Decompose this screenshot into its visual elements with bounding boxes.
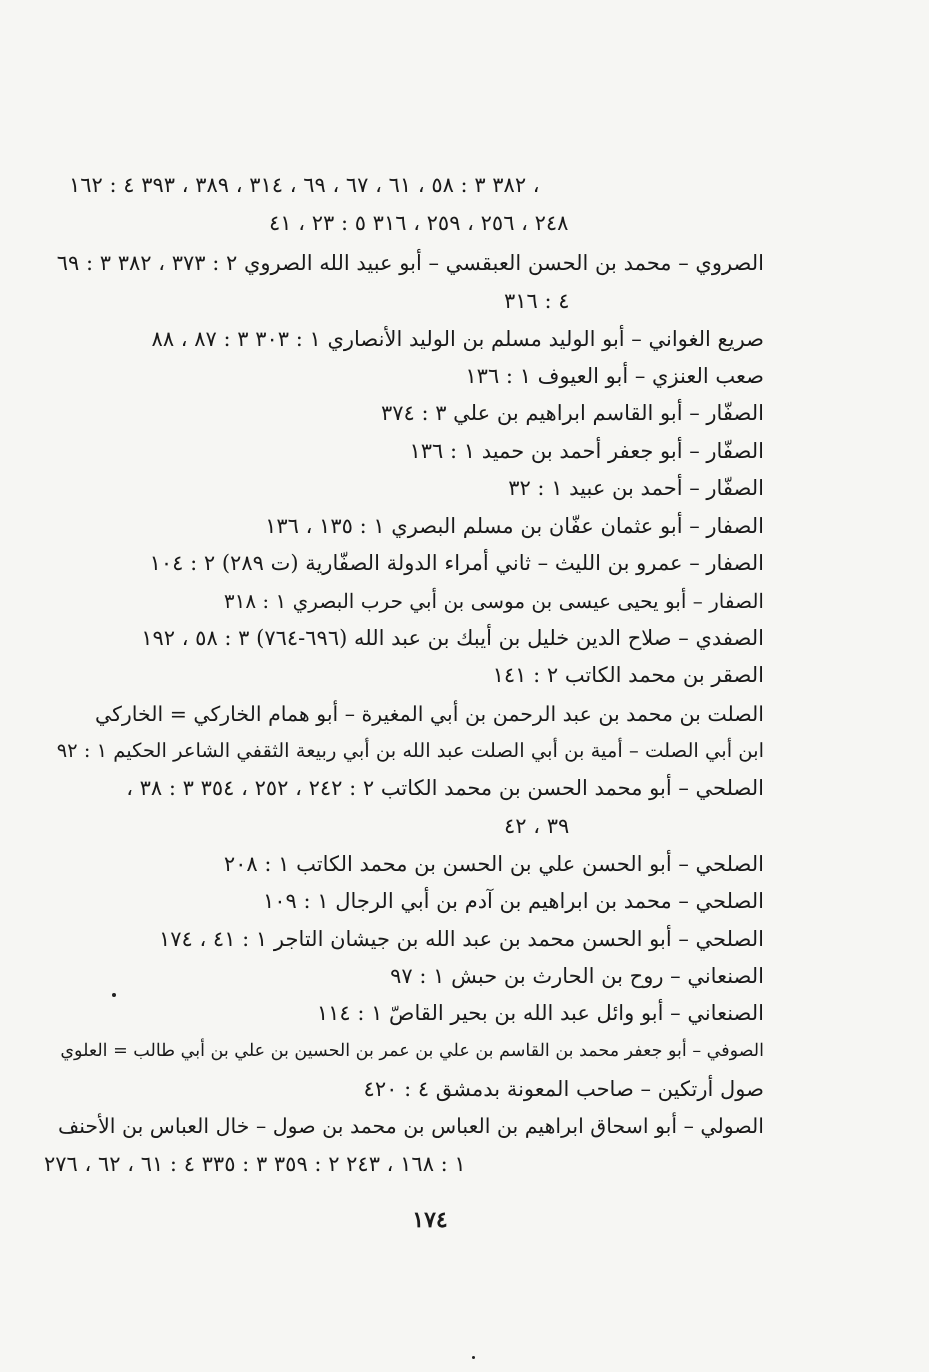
page-number: ١٧٤ <box>412 1207 448 1233</box>
index-line-24: الصوفي – أبو جعفر محمد بن القاسم بن علي بن عمر بن الحسين بن علي بن أبي طالب = العلوي <box>60 1041 764 1061</box>
index-line-17: الصلحي – أبو محمد الحسن بن محمد الكاتب ٢ : ٢٤٢ ، ٢٥٢ ، ٣٥٤ ٣ : ٣٨ ، <box>126 776 764 800</box>
index-line-12: الصفار – أبو يحيى عيسى بن موسى بن أبي حرب البصري ١ : ٣١٨ <box>223 589 764 613</box>
index-line-26: الصولي – أبو اسحاق ابراهيم بن العباس بن محمد بن صول – خال العباس بن الأحنف <box>58 1114 764 1138</box>
index-line-22: الصنعاني – روح بن الحارث بن حبش ١ : ٩٧ <box>390 964 764 988</box>
index-line-15: الصلت بن محمد بن عبد الرحمن بن أبي المغيرة – أبو همام الخاركي = الخاركي <box>95 702 764 726</box>
index-line-25: صول أرتكين – صاحب المعونة بدمشق ٤ : ٤٢٠ <box>363 1077 764 1101</box>
index-line-1: ٣٨٢ ٣ : ٥٨ ، ٦١ ، ٦٧ ، ٦٩ ، ٣١٤ ، ٣٨٩ ، ٣٩٣ ٤ : ١٦٢ ، <box>69 173 540 197</box>
index-line-23: الصنعاني – أبو وائل عبد الله بن بحير القاصّ ١ : ١١٤ <box>316 1001 764 1025</box>
index-line-6: صعب العنزي – أبو العيوف ١ : ١٣٦ <box>465 364 764 388</box>
index-line-5: صريع الغواني – أبو الوليد مسلم بن الوليد الأنصاري ١ : ٣٠٣ ٣ : ٨٧ ، ٨٨ <box>151 327 764 351</box>
index-line-13: الصفدي – صلاح الدين خليل بن أيبك بن عبد الله (٦٩٦-٧٦٤) ٣ : ٥٨ ، ١٩٢ <box>141 626 764 650</box>
index-line-21: الصلحي – أبو الحسن محمد بن عبد الله بن جيشان التاجر ١ : ٤١ ، ١٧٤ <box>158 927 764 951</box>
index-line-11: الصفار – عمرو بن الليث – ثاني أمراء الدولة الصفّارية (ت ٢٨٩) ٢ : ١٠٤ <box>149 551 764 575</box>
index-line-10: الصفار – أبو عثمان عفّان بن مسلم البصري ١ : ١٣٥ ، ١٣٦ <box>265 514 764 538</box>
index-line-8: الصفّار – أبو جعفر أحمد بن حميد ١ : ١٣٦ <box>409 439 764 463</box>
index-line-7: الصفّار – أبو القاسم ابراهيم بن علي ٣ : ٣٧٤ <box>380 401 764 425</box>
index-line-27: ١ : ١٦٨ ، ٢٤٣ ٢ : ٣٥٩ ٣ : ٣٣٥ ٤ : ٦١ ، ٦٢ ، ٢٧٦ <box>44 1152 466 1176</box>
index-line-14: الصقر بن محمد الكاتب ٢ : ١٤١ <box>492 663 764 687</box>
index-line-4: ٤ : ٣١٦ <box>504 289 570 313</box>
index-line-20: الصلحي – محمد بن ابراهيم بن آدم بن أبي الرجال ١ : ١٠٩ <box>262 889 764 913</box>
index-line-16: ابن أبي الصلت – أمية بن أبي الصلت عبد الله بن أبي ربيعة الثقفي الشاعر الحكيم ١ : ٩٢ <box>56 739 764 762</box>
index-line-18: ٣٩ ، ٤٢ <box>504 814 570 838</box>
scan-speck <box>472 1356 475 1359</box>
index-line-9: الصفّار – أحمد بن عبيد ١ : ٣٢ <box>508 476 764 500</box>
index-line-3: الصروي – محمد بن الحسن العبقسي – أبو عبيد الله الصروي ٢ : ٣٧٣ ، ٣٨٢ ٣ : ٦٩ <box>56 251 764 275</box>
index-line-2: ٢٤٨ ، ٢٥٦ ، ٢٥٩ ، ٣١٦ ٥ : ٢٣ ، ٤١ <box>269 211 569 235</box>
scan-speck <box>112 993 116 997</box>
index-line-19: الصلحي – أبو الحسن علي بن الحسن بن محمد الكاتب ١ : ٢٠٨ <box>223 852 764 876</box>
